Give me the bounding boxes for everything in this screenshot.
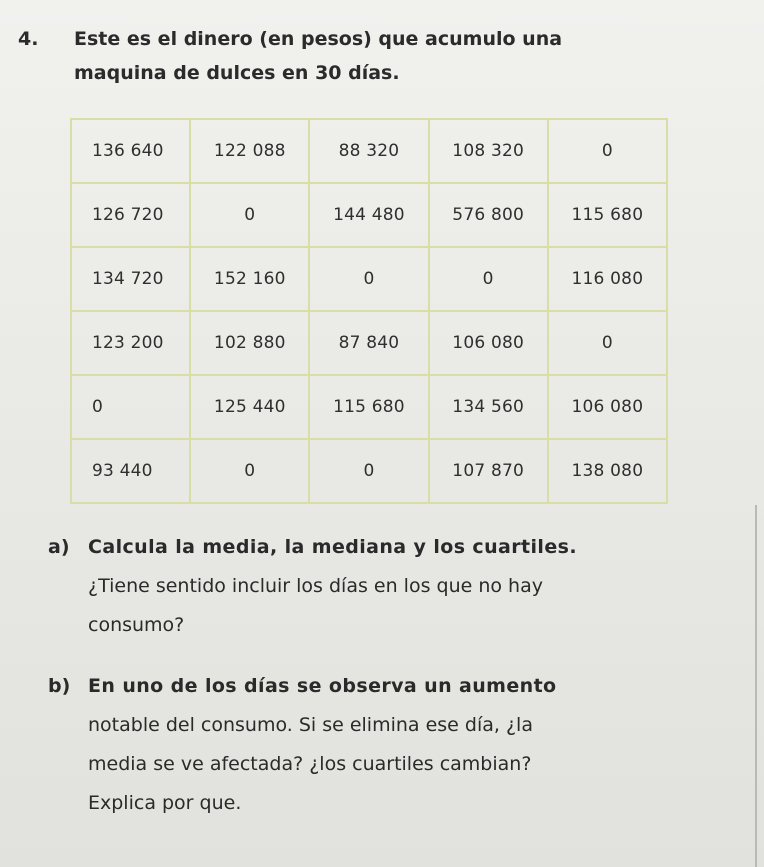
- table-cell: 136 640: [71, 119, 190, 183]
- data-table: [70, 118, 668, 504]
- part-b-text-line4: Explica por que.: [88, 792, 242, 814]
- table-cell: 102 880: [190, 311, 309, 375]
- table-cell: 0: [309, 439, 428, 503]
- table-cell: 115 680: [548, 183, 667, 247]
- table-cell: 107 870: [429, 439, 548, 503]
- part-b-line1: [48, 667, 748, 706]
- table-cell: 576 800: [429, 183, 548, 247]
- table-cell: 0: [190, 439, 309, 503]
- part-b: [48, 667, 748, 823]
- table-cell: 0: [548, 311, 667, 375]
- part-a: [48, 528, 748, 645]
- table-cell: 134 720: [71, 247, 190, 311]
- problem-number: 4.: [18, 28, 39, 50]
- table-row: [71, 247, 667, 311]
- problem-text-line2: maquina de dulces en 30 días.: [74, 62, 400, 84]
- problem-statement: [18, 22, 748, 90]
- table-cell: 116 080: [548, 247, 667, 311]
- data-table-container: [70, 118, 668, 498]
- table-row: [71, 183, 667, 247]
- table-cell: 123 200: [71, 311, 190, 375]
- part-a-line1: [48, 528, 748, 567]
- table-cell: 108 320: [429, 119, 548, 183]
- table-cell: 115 680: [309, 375, 428, 439]
- part-a-label: a): [48, 536, 70, 558]
- table-cell: 106 080: [548, 375, 667, 439]
- table-cell: 0: [309, 247, 428, 311]
- table-cell: 87 840: [309, 311, 428, 375]
- part-b-label: b): [48, 675, 71, 697]
- table-cell: 152 160: [190, 247, 309, 311]
- table-row: [71, 375, 667, 439]
- part-a-text-line1: Calcula la media, la mediana y los cuartiles.: [88, 536, 577, 558]
- table-cell: 0: [71, 375, 190, 439]
- problem-text-line1: Este es el dinero (en pesos) que acumulo una: [74, 28, 563, 50]
- table-cell: 138 080: [548, 439, 667, 503]
- table-cell: 0: [548, 119, 667, 183]
- table-cell: 88 320: [309, 119, 428, 183]
- table-row: [71, 119, 667, 183]
- table-cell: 122 088: [190, 119, 309, 183]
- table-row: [71, 439, 667, 503]
- part-b-text-line3: media se ve afectada? ¿los cuartiles cambian?: [88, 753, 532, 775]
- table-cell: 144 480: [309, 183, 428, 247]
- table-row: [71, 311, 667, 375]
- part-a-text-line2: ¿Tiene sentido incluir los días en los que no hay: [88, 575, 543, 597]
- table-cell: 134 560: [429, 375, 548, 439]
- part-b-text-line1: En uno de los días se observa un aumento: [88, 675, 557, 697]
- table-cell: 106 080: [429, 311, 548, 375]
- page-margin-line: [755, 505, 757, 867]
- table-cell: 125 440: [190, 375, 309, 439]
- table-cell: 0: [190, 183, 309, 247]
- table-cell: 0: [429, 247, 548, 311]
- table-cell: 93 440: [71, 439, 190, 503]
- table-cell: 126 720: [71, 183, 190, 247]
- part-a-text-line3: consumo?: [88, 614, 185, 636]
- part-b-text-line2: notable del consumo. Si se elimina ese día, ¿la: [88, 714, 533, 736]
